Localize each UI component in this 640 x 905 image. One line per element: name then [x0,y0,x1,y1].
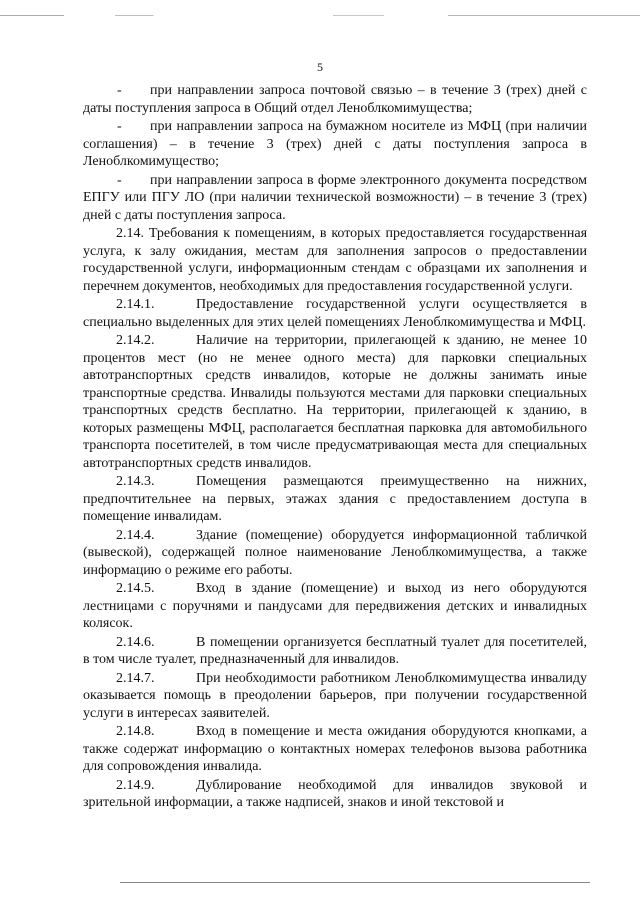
paragraph-text: Здание (помещение) оборудуется информационной табличкой (вывеской), содержащей полное наименование Леноблкомимущества, а также информацию о режиме его работы. [83,527,587,578]
dash-marker: - [117,172,122,188]
clause-paragraph [83,670,587,723]
paragraph-text: при направлении запроса на бумажном носителе из МФЦ (при наличии соглашения) – в течение 3 (трех) дней с даты поступления запроса в Леноблкомимущество; [83,119,587,169]
list-item [83,82,587,117]
clause-paragraph [83,473,587,526]
paragraph-text: Требования к помещениям, в которых предоставляется государственная услуга, к залу ожидания, местам для заполнения запросов о предоставлении государственной услуги, информационным стендам с образцами их заполнения и перечнем документов, необходимых для предоставления государственной услуги. [83,226,588,294]
clause-number: 2.14.2. [116,333,155,348]
dash-marker: - [117,119,122,134]
clause-number: 2.14.9. [116,777,155,793]
section-number: 2.14. [116,226,144,241]
clause-number: 2.14.3. [116,474,155,489]
clause-number: 2.14.4. [116,527,155,543]
paragraph-text: Наличие на территории, прилегающей к зданию, не менее 10 процентов мест (но не менее одного места) для парковки специальных автотранспортных средств инвалидов, которые не должны занимать иные транспортные средства. Инвалиды пользуются местами для парковки специальных транспортных средств бесплатно. На территории, прилегающей к зданию, в которых размещены МФЦ, располагается бесплатная парковка для автомобильного транспорта посетителей, в том числе предусматривающая места для специальных автотранспортных средств инвалидов. [83,333,587,471]
paragraph-text: Вход в помещение и места ожидания оборудуются кнопками, а также содержат информацию о контактных номерах телефонов вызова работника для сопровождения инвалида. [83,724,587,774]
clause-paragraph [83,580,587,633]
clause-number: 2.14.1. [116,297,155,312]
clause-number: 2.14.7. [116,670,155,686]
dash-marker: - [117,83,122,98]
list-item [83,172,587,225]
clause-paragraph [83,723,587,776]
clause-paragraph [83,296,587,331]
document-body [83,82,587,812]
scan-edge-bottom [120,882,590,883]
page-number: 5 [317,60,323,74]
paragraph-text: Вход в здание (помещение) и выход из него оборудуются лестницами с поручнями и пандусами для передвижения детских и инвалидных колясок. [83,581,587,631]
paragraph-text: Предоставление государственной услуги осуществляется в специально выделенных для этих целей помещениях Леноблкомимущества и МФЦ. [83,297,587,330]
paragraph-text: Помещения размещаются преимущественно на нижних, предпочтительнее на первых, этажах здания с предоставлением доступа в помещение инвалидам. [83,474,587,524]
scan-edge-top [0,15,640,16]
paragraph-text: При необходимости работником Леноблкомимущества инвалиду оказывается помощь в преодолении барьеров, при получении государственной услуги в интересах заявителей. [83,670,587,721]
clause-paragraph [83,777,587,812]
clause-paragraph [83,332,587,472]
list-item [83,118,587,171]
clause-paragraph [83,634,587,669]
clause-number: 2.14.6. [116,634,155,650]
clause-paragraph [83,527,587,580]
section-paragraph [83,225,587,295]
clause-number: 2.14.8. [116,724,155,739]
paragraph-text: Дублирование необходимой для инвалидов звуковой и зрительной информации, а также надписей, знаков и иной текстовой и [83,777,587,810]
clause-number: 2.14.5. [116,581,155,596]
paragraph-text: при направлении запроса почтовой связью – в течение 3 (трех) дней с даты поступления запроса в Общий отдел Леноблкомимущества; [83,83,587,116]
paragraph-text: при направлении запроса в форме электронного документа посредством ЕПГУ или ПГУ ЛО (при наличии технической возможности) – в течение 3 (трех) дней с даты поступления запроса. [83,172,587,223]
paragraph-text: В помещении организуется бесплатный туалет для посетителей, в том числе туалет, предназначенный для инвалидов. [83,634,587,667]
